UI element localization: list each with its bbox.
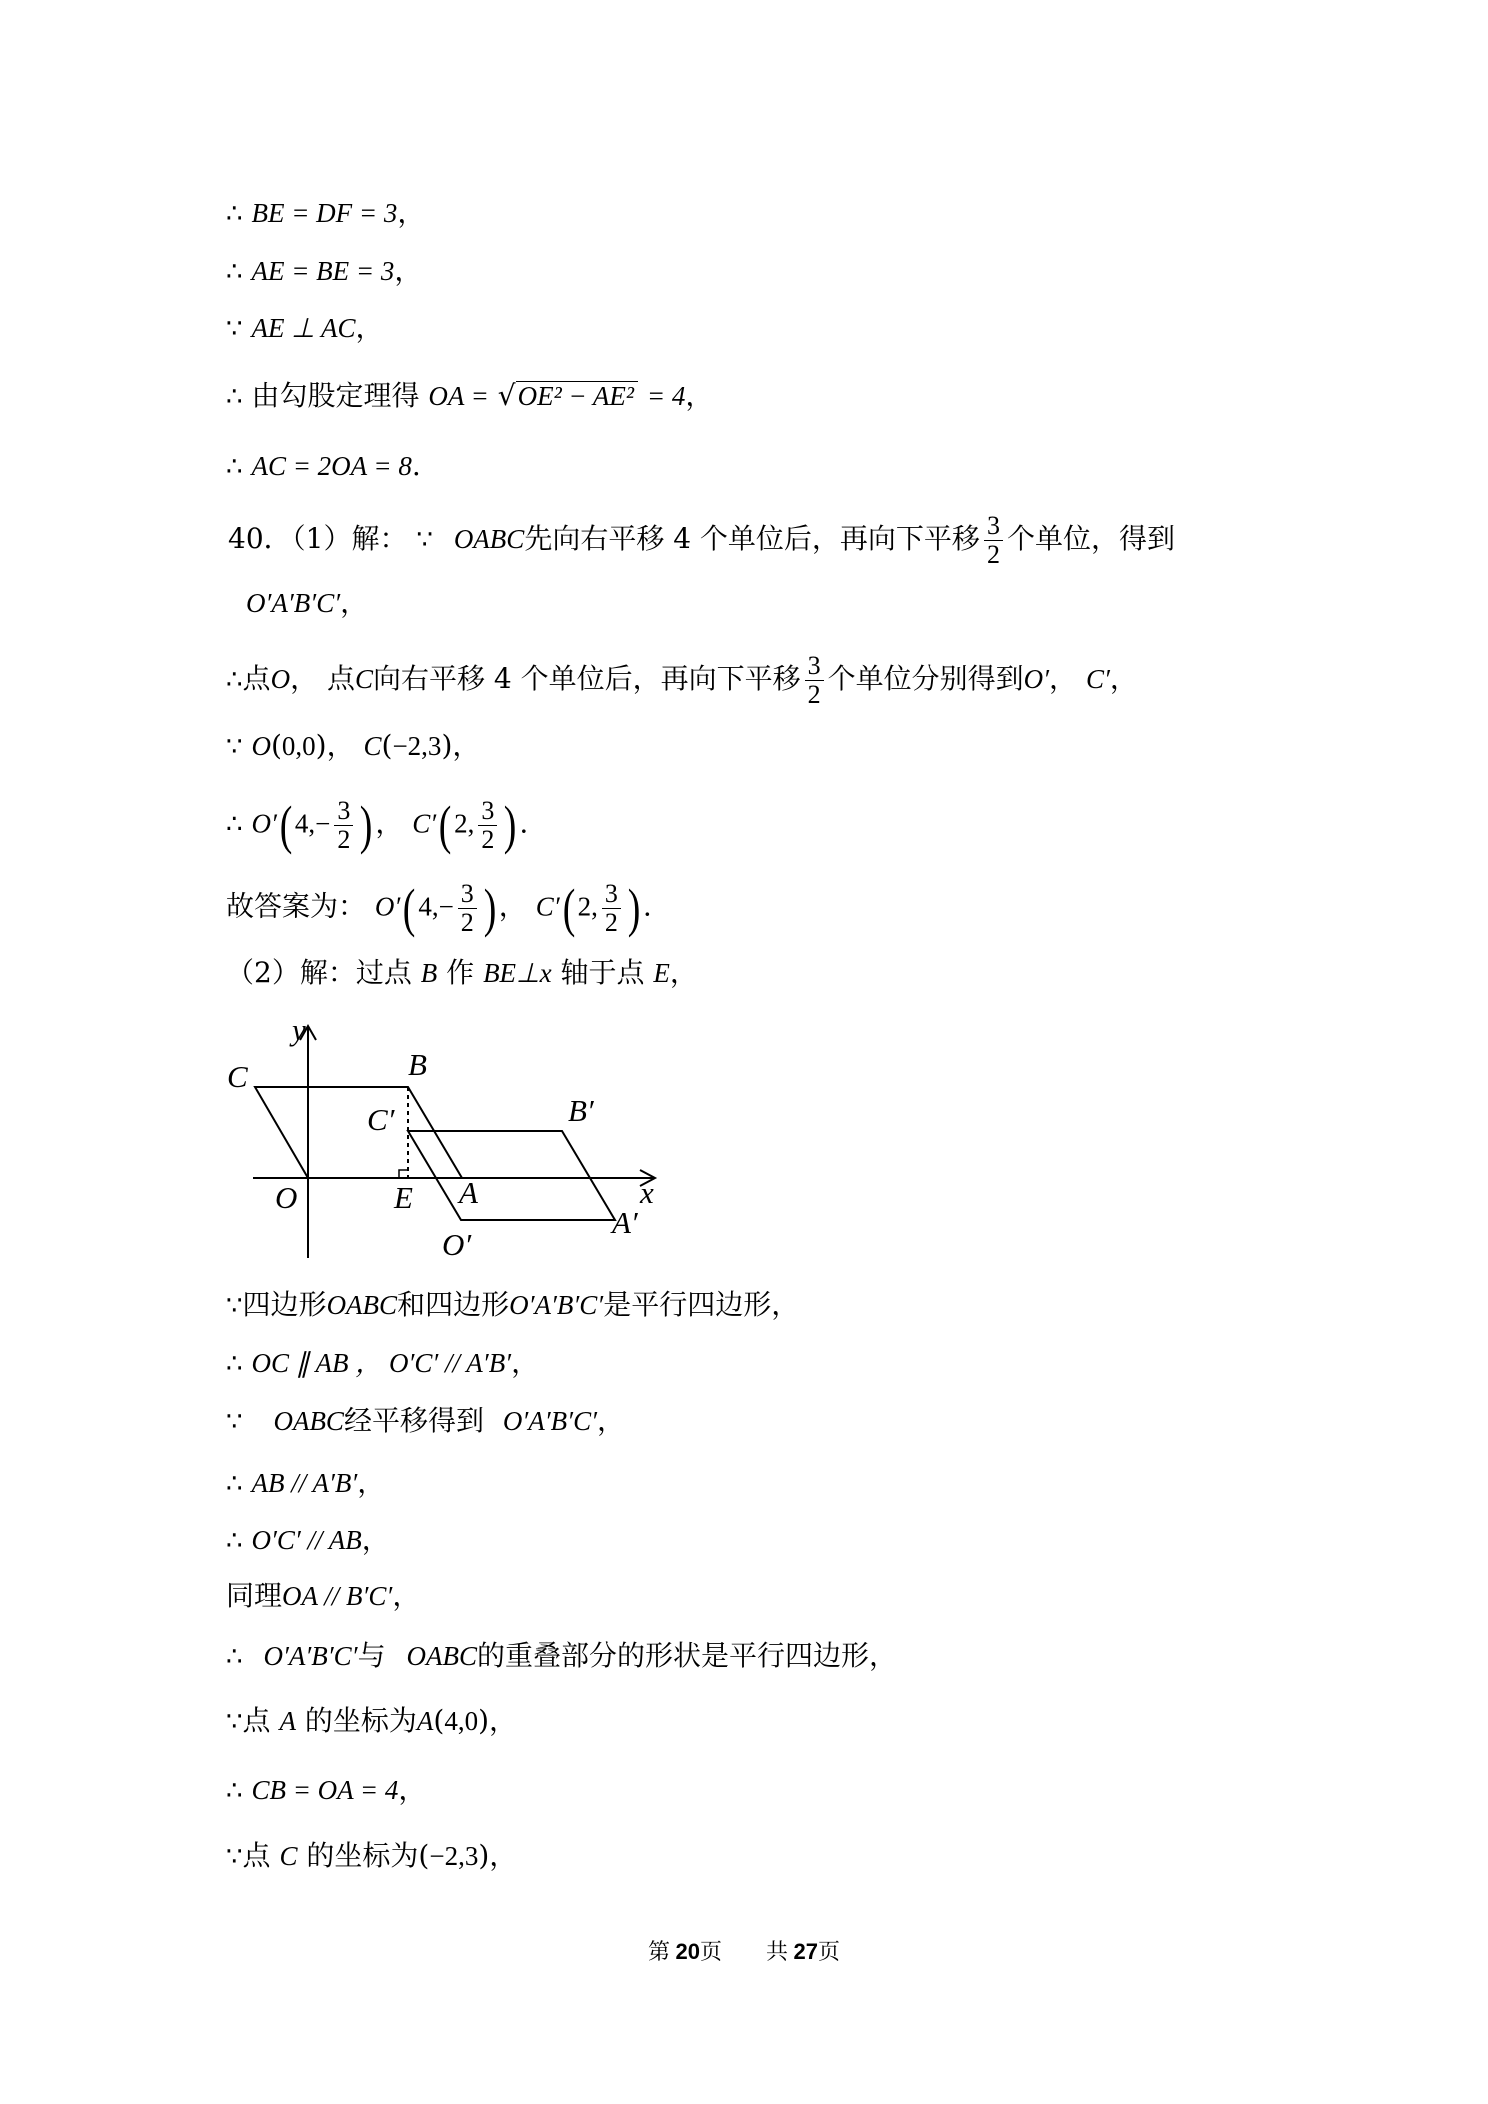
fraction: $\frac{3}{2}$ [805,652,824,709]
line-parallelograms: ∵四边形OABC和四边形O′A′B′C′是平行四边形， [226,1288,800,1321]
line-oc-prime-parallel: ∴ O′C′ // AB， [226,1523,390,1556]
label-x: x [640,1175,654,1210]
fraction: $\frac{3}{2}$ [334,797,353,854]
line-answer: 故答案为： O′(4,− $\frac{3}{2}$ )， C′(2, $\frac{3}{2}$ ). [226,878,652,938]
line-given-coords: ∵ O(0,0)， C(−2,3)， [226,729,481,762]
therefore-symbol: ∴ [226,452,243,482]
because-symbol: ∵ [226,1842,243,1872]
line-similarly: 同理OA // B′C′， [226,1579,421,1612]
line-ab-parallel: ∴ AB // A′B′， [226,1466,386,1499]
because-symbol: ∵ [226,1407,243,1437]
because-symbol: ∵ [416,525,433,555]
right-angle-mark [399,1170,408,1178]
label-o-prime: O′ [442,1227,472,1262]
label-b: B [408,1047,427,1082]
therefore-symbol: ∴ [226,1776,243,1806]
parallelogram-oabc-prime [408,1131,615,1220]
label-b-prime: B′ [568,1093,594,1128]
label-a-prime: A′ [612,1205,638,1240]
therefore-symbol: ∴ [226,809,243,840]
question-40-part2: （2）解：过点 B 作 BE⊥x 轴于点 E， [226,956,698,989]
line-translation: ∵ OABC经平移得到 O′A′B′C′， [226,1404,626,1437]
label-c: C [227,1059,248,1094]
line-point-a: ∵点 A 的坐标为A(4,0)， [226,1704,518,1737]
line-result-coords: ∴ O′(4,− $\frac{3}{2}$ )， C′(2, $\frac{3}{2}$ ). [226,795,529,855]
parallelogram-figure [220,1020,680,1270]
line-translated-shape: O′A′B′C′， [246,586,369,619]
question-40-part1: 40．（1）解： ∵ OABC先向右平移 4 个单位后，再向下平移 $\frac{3}{2}$ 个单位，得到 [228,511,1175,569]
therefore-symbol: ∴ [226,1526,243,1556]
line-pythagoras: ∴ 由勾股定理得 OA = √OE² − AE² = 4， [226,379,714,412]
therefore-symbol: ∴ [226,1469,243,1499]
line-points-translation: ∴点O， 点C向右平移 4 个单位后，再向下平移 $\frac{3}{2}$ 个单位分别得到O′， C′， [226,651,1138,709]
line-point-c: ∵点 C 的坐标为(−2,3)， [226,1839,518,1872]
therefore-symbol: ∴ [226,199,243,229]
current-page: 20 [675,1939,700,1964]
label-y: y [292,1020,306,1047]
therefore-symbol: ∴ [226,257,243,287]
fraction: $\frac{3}{2}$ [478,797,497,854]
label-c-prime: C′ [367,1102,395,1137]
line-cb-oa: ∴ CB = OA = 4， [226,1773,427,1806]
because-symbol: ∵ [226,1291,243,1321]
because-symbol: ∵ [226,1707,243,1737]
line-ae-be: ∴ AE = BE = 3， [226,254,423,287]
label-a: A [459,1175,478,1210]
line-be-df: ∴ BE = DF = 3， [226,196,426,229]
label-o: O [275,1180,298,1215]
line-ac: ∴ AC = 2OA = 8. [226,449,421,482]
because-symbol: ∵ [226,314,243,344]
therefore-symbol: ∴ [226,1642,243,1672]
parallelogram-oabc [255,1087,462,1178]
line-overlap: ∴ O′A′B′C′与 OABC的重叠部分的形状是平行四边形， [226,1639,898,1672]
therefore-symbol: ∴ [226,382,243,412]
line-oc-parallel-ab: ∴ OC ∥ AB ， O′C′ // A′B′， [226,1346,540,1379]
sqrt-sign: √ [497,379,516,412]
because-symbol: ∵ [226,732,243,762]
therefore-symbol: ∴ [226,1349,243,1379]
fraction: $\frac{3}{2}$ [602,880,621,937]
label-e: E [394,1180,413,1215]
total-pages: 27 [793,1939,818,1964]
fraction: $\frac{3}{2}$ [984,512,1003,569]
fraction: $\frac{3}{2}$ [458,880,477,937]
therefore-symbol: ∴ [226,665,243,695]
page-footer: 第 20页 共 27页 [647,1939,840,1964]
line-ae-perp-ac: ∵ AE ⊥ AC， [226,311,384,344]
